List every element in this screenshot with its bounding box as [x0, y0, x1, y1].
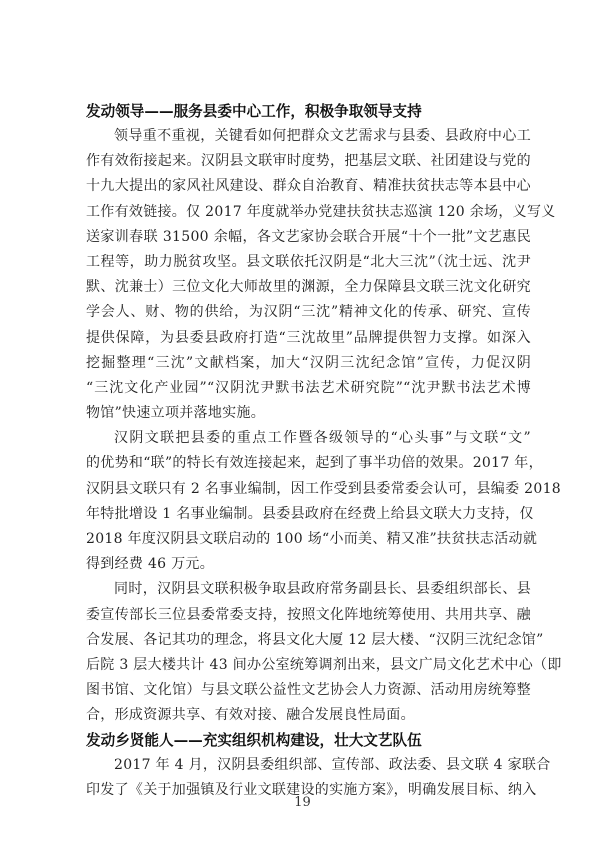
text-line: 十九大提出的家风社风建设、群众自治教育、精准扶贫扶志等本县中心: [86, 178, 531, 195]
text-line: 工作有效链接。仅 2017 年度就举办党建扶贫扶志巡演 120 余场，义写义: [86, 203, 556, 220]
page-number: 19: [294, 795, 311, 810]
text-line: 2018 年度汉阴县文联启动的 100 场“小而美、精又准”扶贫扶志活动就: [86, 531, 538, 547]
text-line: 2017 年 4 月，汉阴县委组织部、宣传部、政法委、县文联 4 家联合: [114, 756, 551, 773]
text-line: 工程等，助力脱贫攻坚。县文联依托汉阴是“北大三沈”（沈士远、沈尹: [86, 253, 531, 270]
text-line: 的优势和“联”的特长有效连接起来，起到了事半功倍的效果。2017 年，: [86, 455, 543, 472]
text-line: 汉阴县文联只有 2 名事业编制，因工作受到县委常委会认可，县编委 2018: [86, 480, 561, 497]
document-body: [86, 100, 562, 803]
text-line: 得到经费 46 万元。: [86, 556, 215, 573]
text-line: 挖掘整理“三沈”文献档案，加大“汉阴三沈纪念馆”宣传，力促汉阴: [86, 354, 531, 371]
text-line: 领导重不重视，关键看如何把群众文艺需求与县委、县政府中心工: [114, 128, 531, 144]
paragraph-leadership-2: [86, 426, 561, 577]
text-line: 印发了《关于加强镇及行业文联建设的实施方案》，明确发展目标、纳入: [86, 781, 537, 798]
text-line: 作有效衔接起来。汉阴县文联审时度势，把基层文联、社团建设与党的: [86, 153, 531, 170]
text-line: 提供保障，为县委县政府打造“三沈故里”品牌提供智力支撑。如深入: [86, 329, 531, 346]
text-line: 默、沈兼士）三位文化大师故里的渊源，全力保障县文联三沈文化研究: [86, 279, 531, 296]
paragraph-leadership-3: [86, 577, 562, 728]
text-line: 合，形成资源共享、有效对接、融合发展良性局面。: [86, 707, 415, 724]
text-line: “三沈文化产业园”“汉阴沈尹默书法艺术研究院”“沈尹默书法艺术博: [86, 379, 531, 396]
text-line: 汉阴文联把县委的重点工作暨各级领导的“心头事”与文联“文”: [114, 430, 531, 447]
text-line: 学会人、财、物的供给，为汉阴“三沈”精神文化的传承、研究、宣传: [86, 304, 531, 321]
text-line: 送家训春联 31500 余幅，各文艺家协会联合开展“十个一批”文艺惠民: [86, 228, 531, 245]
text-line: 合发展、各记其功的理念，将县文化大厦 12 层大楼、“汉阴三沈纪念馆”: [86, 631, 544, 648]
paragraph-leadership-1: [86, 124, 556, 426]
text-line: 后院 3 层大楼共计 43 间办公室统筹调剂出来，县文广局文化艺术中心（即: [86, 656, 562, 673]
text-line: 物馆”快速立项并落地实施。: [86, 405, 266, 422]
text-line: 同时，汉阴县文联积极争取县政府常务副县长、县委组织部长、县: [114, 581, 531, 598]
text-line: 委宣传部长三位县委常委支持，按照文化阵地统筹使用、共用共享、融: [86, 606, 531, 623]
text-line: 年特批增设 1 名事业编制。县委县政府在经费上给县文联大力支持，仅: [86, 505, 534, 522]
section-heading-leadership: 发动领导——服务县委中心工作，积极争取领导支持: [86, 103, 422, 120]
text-line: 图书馆、文化馆）与县文联公益性文艺协会人力资源、活动用房统筹整: [86, 682, 531, 699]
section-heading-local-talent: 发动乡贤能人——充实组织机构建设，壮大文艺队伍: [86, 731, 422, 749]
